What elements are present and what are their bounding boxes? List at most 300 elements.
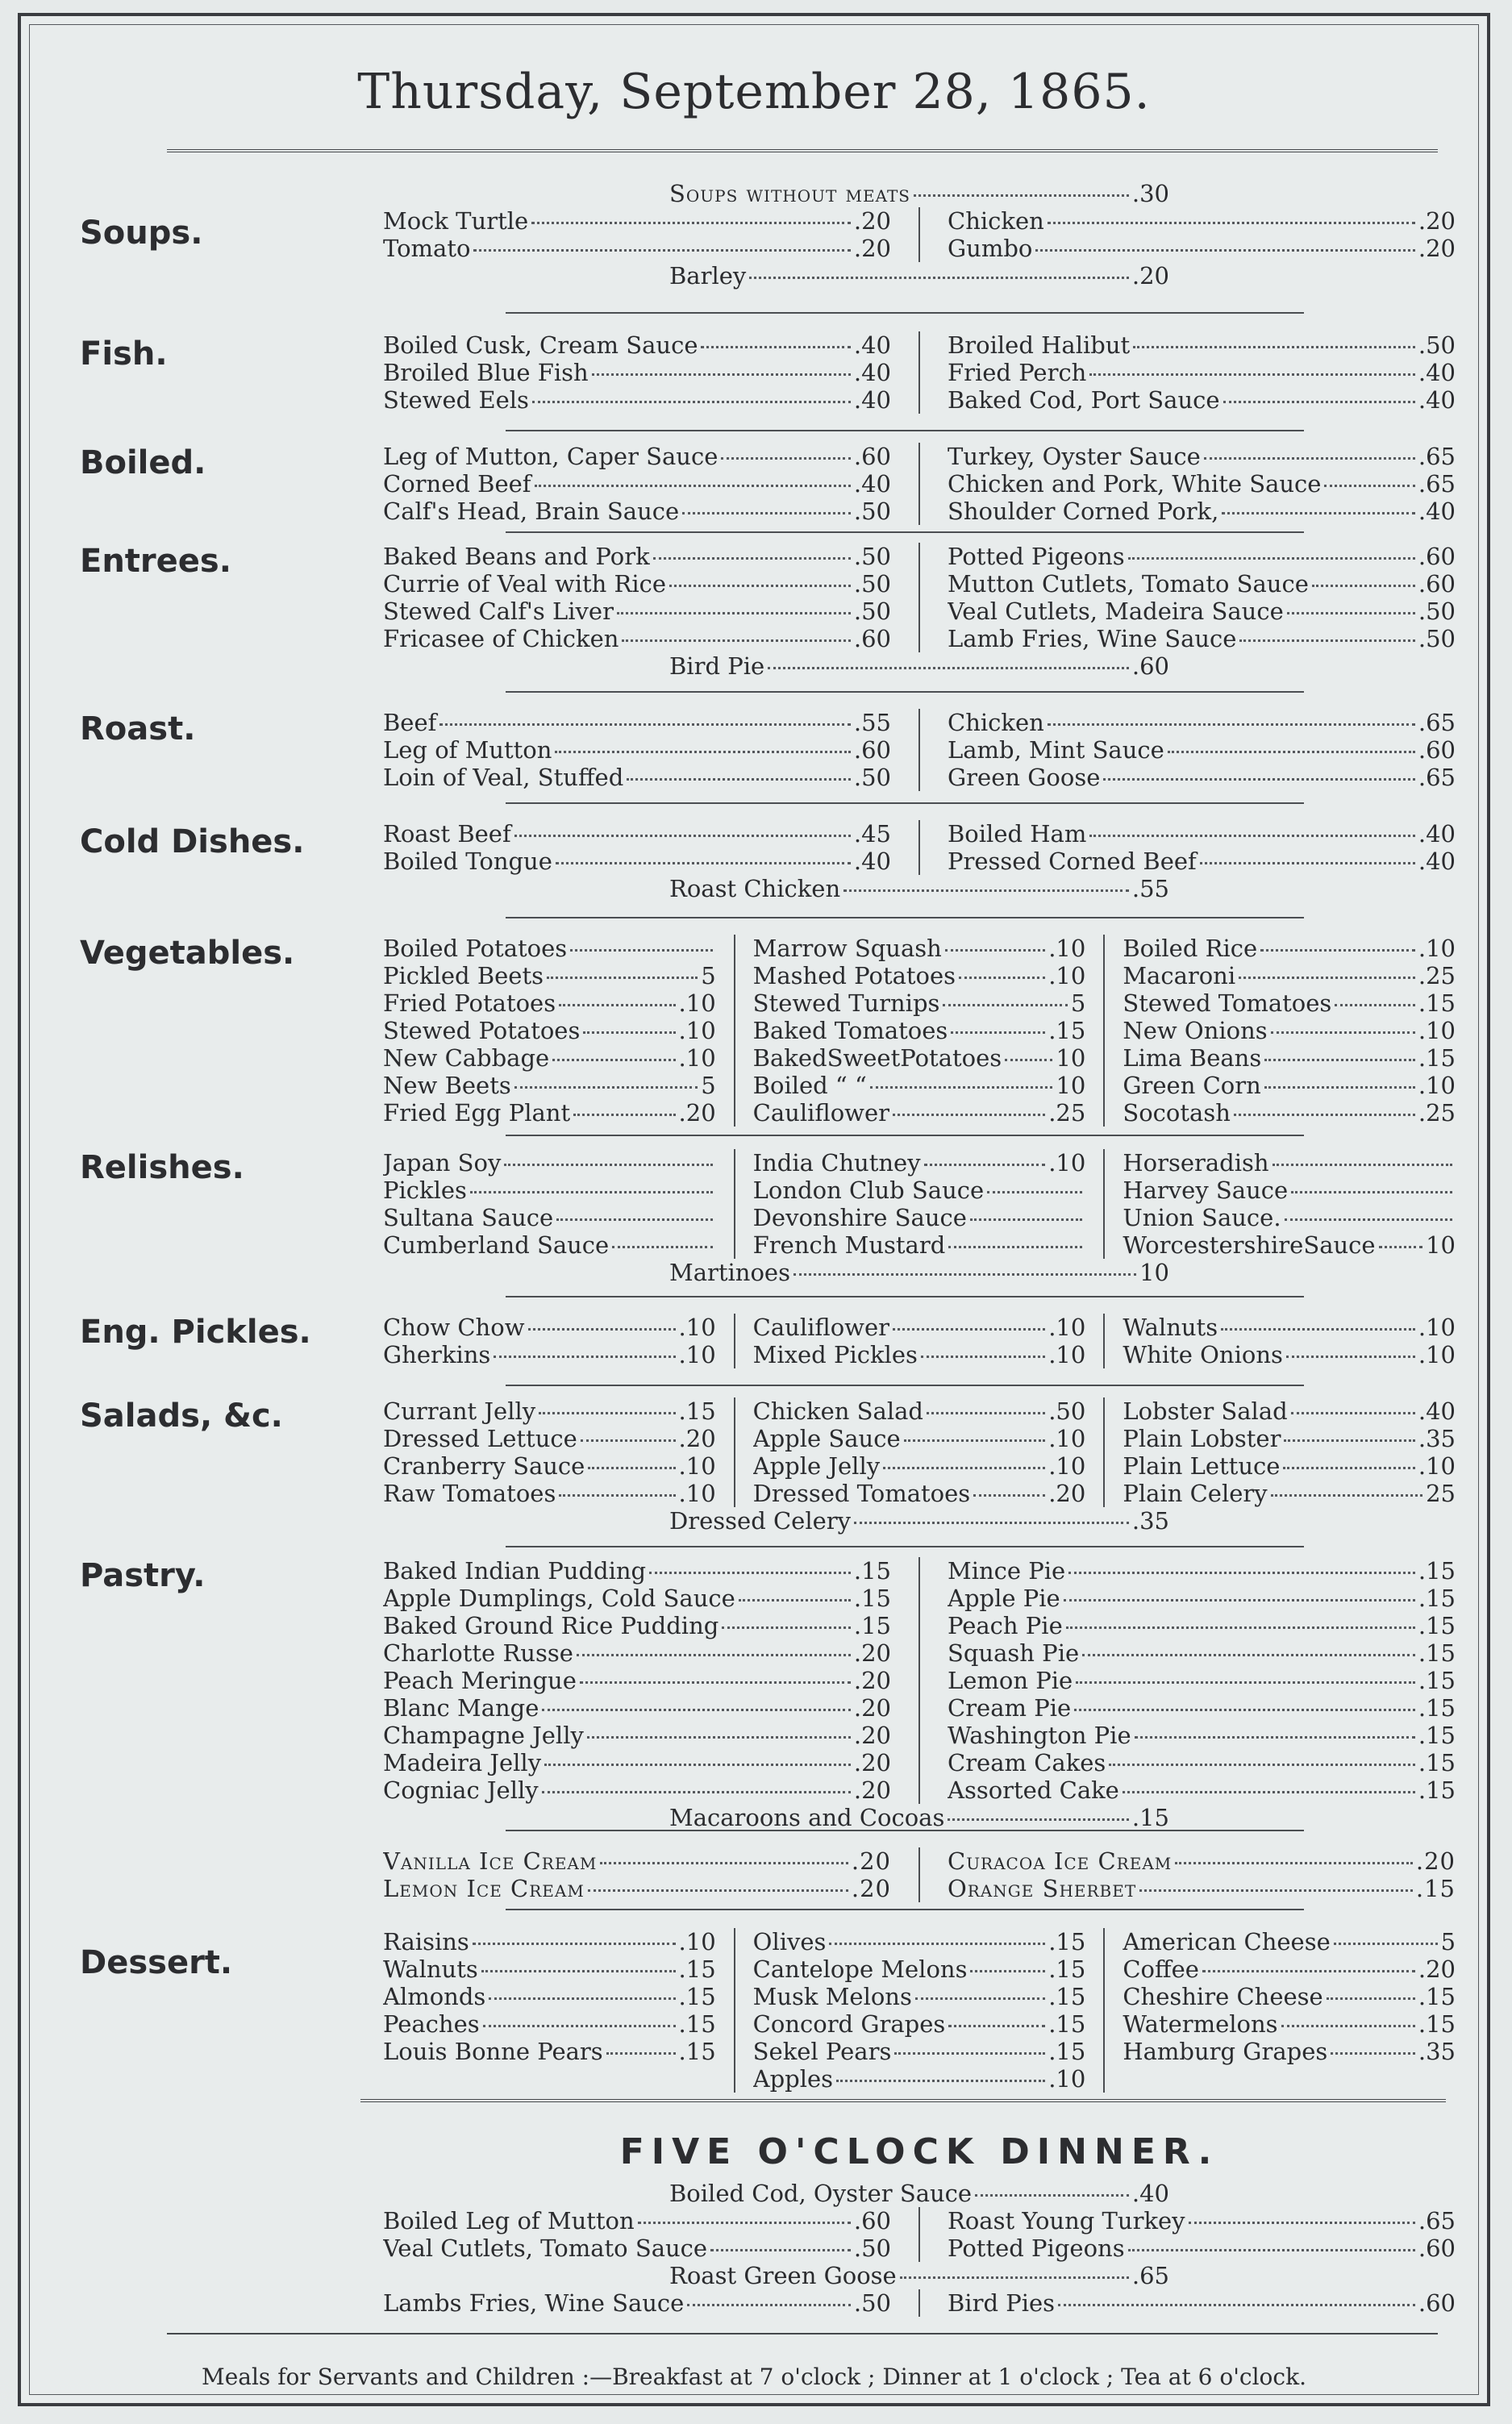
item-price: .65 [1418, 764, 1456, 791]
section-columns [383, 207, 1456, 262]
item-price: .40 [853, 386, 891, 414]
menu-item [753, 1044, 1086, 1072]
menu-item [383, 1749, 891, 1776]
dot-leader [653, 557, 851, 560]
dot-leader [1202, 1970, 1415, 1972]
item-name: Cumberland Sauce [383, 1231, 610, 1259]
menu-item [753, 1955, 1086, 1983]
dot-leader [1291, 1191, 1452, 1193]
item-name: Raw Tomatoes [383, 1480, 556, 1507]
item-price: .60 [1418, 543, 1456, 570]
menu-item [383, 1480, 716, 1507]
dot-leader [1189, 2222, 1415, 2224]
item-price: .15 [1048, 2010, 1086, 2038]
dot-leader [552, 1059, 675, 1061]
item-name: Plain Lobster [1123, 1425, 1281, 1452]
item-price: .60 [853, 2207, 891, 2234]
menu-item [753, 1072, 1086, 1099]
dot-leader [975, 2194, 1129, 2197]
dot-leader [1271, 1494, 1422, 1497]
item-price: .10 [1048, 1341, 1086, 1368]
item-price: .60 [1418, 736, 1456, 764]
five-oclock-item-row [383, 2262, 1456, 2289]
five-oclock-columns [383, 2207, 1456, 2262]
dot-leader [514, 1086, 698, 1089]
menu-item [1123, 1204, 1456, 1231]
item-name: Cogniac Jelly [383, 1776, 539, 1804]
menu-column [1103, 935, 1456, 1127]
menu-item [1123, 1314, 1456, 1341]
item-price: .60 [1418, 570, 1456, 598]
item-name: Loin of Veal, Stuffed [383, 764, 624, 791]
section-columns [383, 935, 1456, 1127]
menu-column [1103, 1397, 1456, 1507]
dot-leader [959, 977, 1045, 979]
dot-leader [535, 485, 851, 487]
dot-leader [1200, 862, 1415, 864]
dot-leader [1076, 1681, 1415, 1684]
section-boiled [383, 443, 1456, 525]
item-name: Fried Perch [948, 359, 1087, 386]
item-price: .15 [1418, 1667, 1456, 1694]
item-name: Leg of Mutton, Caper Sauce [383, 443, 719, 470]
item-name: Boiled Potatoes [383, 935, 568, 962]
item-name: Veal Cutlets, Tomato Sauce [383, 2234, 708, 2262]
menu-column [734, 1314, 1104, 1368]
dot-leader [854, 1522, 1129, 1524]
menu-item [948, 848, 1456, 875]
menu-column [734, 1397, 1104, 1507]
menu-item [1123, 1341, 1456, 1368]
item-price: .20 [1418, 207, 1456, 235]
menu-item [753, 1983, 1086, 2010]
item-price: .10 [678, 1452, 716, 1480]
category-soups: Soups. [80, 214, 203, 252]
dot-leader [1272, 1164, 1452, 1166]
menu-item [1123, 2010, 1456, 2038]
item-name: Broiled Halibut [948, 331, 1131, 359]
item-name: Devonshire Sauce [752, 1204, 967, 1231]
dot-leader [539, 1412, 675, 1414]
dot-leader [1334, 1943, 1438, 1945]
menu-item [383, 1585, 891, 1612]
item-price: 25 [1426, 1480, 1456, 1507]
menu-item [383, 1177, 716, 1204]
menu-item [383, 2234, 891, 2262]
menu-item [753, 1149, 1086, 1177]
category-relishes: Relishes. [80, 1149, 244, 1186]
dot-leader [722, 1626, 851, 1629]
section-divider [506, 1830, 1304, 1831]
menu-column [383, 543, 918, 652]
item-name: Apple Dumplings, Cold Sauce [383, 1585, 735, 1612]
dot-leader [1331, 2052, 1415, 2055]
menu-item [383, 820, 891, 848]
section-columns [383, 443, 1456, 525]
dot-leader [1379, 1246, 1423, 1248]
item-name: Boiled “ “ [752, 1072, 867, 1099]
section-dessert [383, 1928, 1456, 2093]
item-name: Bird Pie [669, 652, 765, 680]
dot-leader [1168, 751, 1415, 753]
section-bottom-item [669, 1507, 1169, 1535]
item-name: Plain Lettuce [1123, 1452, 1281, 1480]
dot-leader [1175, 1862, 1413, 1864]
menu-item [383, 1639, 891, 1667]
menu-item [948, 570, 1456, 598]
item-price: .20 [851, 1847, 891, 1875]
section-divider [506, 1296, 1304, 1297]
item-name: Broiled Blue Fish [383, 359, 589, 386]
menu-item [383, 736, 891, 764]
item-price: .40 [1418, 820, 1456, 848]
category-vegetables: Vegetables. [80, 935, 295, 972]
item-price: .15 [1418, 2010, 1456, 2038]
menu-item [1123, 1928, 1456, 1955]
item-price: .15 [1415, 1875, 1456, 1902]
menu-column [734, 1149, 1104, 1259]
item-price: .50 [853, 543, 891, 570]
menu-item [753, 2038, 1086, 2065]
item-price: .15 [1418, 1557, 1456, 1585]
dot-leader [927, 1412, 1045, 1414]
item-name: Lobster Salad [1123, 1397, 1288, 1425]
menu-item [383, 2038, 716, 2065]
category-pastry: Pastry. [80, 1557, 206, 1594]
menu-item [1123, 935, 1456, 962]
dot-leader [1082, 1654, 1415, 1656]
dot-leader [1223, 401, 1415, 403]
dot-leader [556, 1218, 712, 1221]
dot-leader [669, 585, 851, 587]
dot-leader [494, 1356, 675, 1358]
item-price: .40 [1418, 359, 1456, 386]
item-name: Baked Ground Rice Pudding [383, 1612, 719, 1639]
menu-item [753, 962, 1086, 989]
item-name: Apple Jelly [752, 1452, 881, 1480]
item-name: Stewed Tomatoes [1123, 989, 1332, 1017]
item-name: Cranberry Sauce [383, 1452, 585, 1480]
category-salads: Salads, &c. [80, 1397, 283, 1435]
item-price: .10 [1418, 1017, 1456, 1044]
item-price: .50 [853, 2234, 891, 2262]
item-price: .25 [1418, 962, 1456, 989]
dot-leader [1281, 2025, 1415, 2027]
item-price: .50 [853, 764, 891, 791]
dot-leader [1048, 723, 1415, 726]
item-name: Baked Tomatoes [752, 1017, 948, 1044]
item-price: .65 [1418, 709, 1456, 736]
item-price: .20 [1131, 262, 1169, 289]
dot-leader [577, 1654, 851, 1656]
menu-item [383, 935, 716, 962]
item-name: Roast Beef [383, 820, 511, 848]
dot-leader [682, 512, 851, 514]
item-price: .15 [1418, 1639, 1456, 1667]
item-name: Leg of Mutton [383, 736, 552, 764]
item-name: American Cheese [1123, 1928, 1331, 1955]
menu-item [753, 1341, 1086, 1368]
section-divider [506, 1909, 1304, 1910]
dot-leader [894, 2052, 1045, 2055]
item-price: .50 [1418, 331, 1456, 359]
item-name: Boiled Leg of Mutton [383, 2207, 635, 2234]
menu-item [948, 1847, 1456, 1875]
dot-leader [1128, 557, 1415, 560]
menu-item [383, 498, 891, 525]
item-price: .20 [1418, 235, 1456, 262]
menu-item [383, 1425, 716, 1452]
menu-item [383, 1694, 891, 1722]
item-name: Mixed Pickles [752, 1341, 918, 1368]
menu-item [948, 207, 1456, 235]
dot-leader [1283, 1467, 1414, 1469]
menu-item [948, 1639, 1456, 1667]
menu-column [383, 1928, 734, 2093]
item-name: Plain Celery [1123, 1480, 1268, 1507]
item-name: Macaroons and Cocoas [669, 1804, 945, 1831]
item-name: Pickles [383, 1177, 467, 1204]
item-price: .20 [853, 1694, 891, 1722]
dot-leader [1089, 835, 1415, 837]
dot-leader [544, 1764, 851, 1766]
dot-leader [622, 639, 850, 642]
item-price: .15 [1418, 1983, 1456, 2010]
item-price: .40 [1418, 1397, 1456, 1425]
item-price: .10 [1048, 1314, 1086, 1341]
item-name: Shoulder Corned Pork, [948, 498, 1219, 525]
item-name: Cauliflower [752, 1314, 890, 1341]
menu-item [948, 709, 1456, 736]
dot-leader [580, 1681, 851, 1684]
menu-item [1123, 989, 1456, 1017]
dot-leader [542, 1709, 850, 1711]
dot-leader [1239, 639, 1414, 642]
dot-leader [1234, 1114, 1415, 1116]
item-price: .10 [678, 1341, 716, 1368]
dot-leader [1133, 346, 1415, 348]
section-relishes [383, 1149, 1456, 1286]
section-columns [383, 1314, 1456, 1368]
menu-item [948, 543, 1456, 570]
dot-leader [1286, 1356, 1415, 1358]
menu-item [383, 1928, 716, 1955]
item-price: .10 [1418, 1341, 1456, 1368]
dot-leader [1264, 1086, 1415, 1089]
menu-item [948, 1694, 1456, 1722]
item-name: Turkey, Oyster Sauce [948, 443, 1201, 470]
dot-leader [721, 457, 850, 460]
item-name: Lemon Pie [948, 1667, 1073, 1694]
section-divider [506, 802, 1304, 804]
item-name: Blanc Mange [383, 1694, 539, 1722]
five-oclock-item-row [383, 2180, 1456, 2207]
section-columns [383, 543, 1456, 652]
item-price: .60 [1418, 2289, 1456, 2317]
item-name: Veal Cutlets, Madeira Sauce [948, 598, 1284, 625]
dot-leader [528, 1328, 676, 1331]
dot-leader [481, 1970, 676, 1972]
item-price: .65 [1418, 2207, 1456, 2234]
section-pastry [383, 1557, 1456, 1831]
item-price: .60 [1131, 652, 1169, 680]
dot-leader [504, 1164, 712, 1166]
dot-leader [1335, 1004, 1415, 1006]
menu-column [383, 820, 918, 875]
dot-leader [1285, 1218, 1452, 1221]
menu-item [1123, 1955, 1456, 1983]
menu-item [753, 989, 1086, 1017]
item-price: .10 [1418, 1452, 1456, 1480]
menu-item [1123, 1231, 1456, 1259]
menu-item [383, 1667, 891, 1694]
item-price: .20 [853, 1776, 891, 1804]
item-price: .15 [678, 1397, 716, 1425]
section-fish [383, 331, 1456, 414]
section-bottom-item-row [383, 262, 1456, 289]
item-name: Hamburg Grapes [1123, 2038, 1328, 2065]
item-price: .20 [1415, 1847, 1456, 1875]
item-price: .60 [853, 625, 891, 652]
dot-leader [687, 2304, 851, 2306]
item-name: Sekel Pears [752, 2038, 892, 2065]
item-price: .10 [1048, 1425, 1086, 1452]
item-name: Pressed Corned Beef [948, 848, 1197, 875]
item-name: Martinoes [669, 1259, 790, 1286]
menu-item [383, 1557, 891, 1585]
item-name: Tomato [383, 235, 471, 262]
item-price: .15 [1048, 1017, 1086, 1044]
menu-item [948, 331, 1456, 359]
menu-inner-border [29, 24, 1479, 2395]
item-price: .65 [1131, 2262, 1169, 2289]
item-price: .50 [1418, 598, 1456, 625]
item-price: .15 [1418, 1044, 1456, 1072]
item-price: .10 [678, 1314, 716, 1341]
item-name: Boiled Rice [1123, 935, 1258, 962]
dot-leader [555, 751, 850, 753]
dot-leader [612, 1246, 712, 1248]
item-name: New Cabbage [383, 1044, 550, 1072]
item-name: Gherkins [383, 1341, 491, 1368]
menu-item [948, 1667, 1456, 1694]
item-name: Roast Green Goose [669, 2262, 897, 2289]
dot-leader [649, 1572, 851, 1574]
section-bottom-item-row [383, 652, 1456, 680]
item-name: French Mustard [752, 1231, 946, 1259]
item-name: Boiled Tongue [383, 848, 552, 875]
menu-column [918, 820, 1456, 875]
menu-column [383, 1149, 734, 1259]
item-name: Almonds [383, 1983, 486, 2010]
dot-leader [1074, 1709, 1415, 1711]
five-oclock-item [669, 2262, 1169, 2289]
menu-item [1123, 2038, 1456, 2065]
menu-item [383, 1044, 716, 1072]
dot-leader [1123, 1791, 1415, 1793]
menu-item [1123, 1177, 1456, 1204]
dot-leader [945, 949, 1045, 952]
item-price: .20 [851, 1875, 891, 1902]
dot-leader [970, 1970, 1045, 1972]
item-price: .15 [1048, 2038, 1086, 2065]
menu-item [383, 1722, 891, 1749]
section-bottom-item [669, 1804, 1169, 1831]
menu-item [753, 1425, 1086, 1452]
menu-item [1123, 1480, 1456, 1507]
dot-leader [483, 2025, 676, 2027]
item-name: Lima Beans [1123, 1044, 1262, 1072]
menu-item [948, 625, 1456, 652]
item-price: .30 [1131, 180, 1169, 207]
dot-leader [710, 2249, 851, 2251]
menu-column [383, 709, 918, 791]
item-name: New Beets [383, 1072, 511, 1099]
item-name: Sultana Sauce [383, 1204, 554, 1231]
item-price: .40 [853, 359, 891, 386]
item-name: Soups without meats [669, 180, 911, 207]
five-oclock-heading: FIVE O'CLOCK DINNER. [619, 2131, 1219, 2172]
item-price: .60 [853, 443, 891, 470]
item-name: Roast Chicken [669, 875, 841, 902]
dot-leader [1068, 1572, 1415, 1574]
item-name: Stewed Calf's Liver [383, 598, 614, 625]
dot-leader [793, 1273, 1136, 1276]
item-name: London Club Sauce [752, 1177, 985, 1204]
section-top-item [669, 180, 1169, 207]
item-price: 10 [1056, 1072, 1086, 1099]
five-oclock-item [669, 2180, 1169, 2207]
item-name: Stewed Eels [383, 386, 529, 414]
five-oclock-columns [383, 2289, 1456, 2317]
section-bottom-item-row [383, 875, 1456, 902]
dot-leader [587, 1736, 851, 1739]
dot-leader [893, 1328, 1045, 1331]
item-name: Coffee [1123, 1955, 1199, 1983]
item-price: .10 [1048, 1452, 1086, 1480]
item-name: Socotash [1123, 1099, 1231, 1127]
servants-meals-note: Meals for Servants and Children :—Breakfast at 7 o'clock ; Dinner at 1 o'clock ; Tea at 6 o'clock. [202, 2364, 1306, 2390]
item-name: Union Sauce. [1123, 1204, 1281, 1231]
section-bottom-item-row [383, 1804, 1456, 1831]
item-name: Cream Pie [948, 1694, 1072, 1722]
menu-item [383, 764, 891, 791]
menu-column [918, 2207, 1456, 2262]
menu-item [948, 235, 1456, 262]
category-entrees: Entrees. [80, 543, 231, 580]
item-price: .35 [1418, 2038, 1456, 2065]
item-price: .10 [678, 1480, 716, 1507]
item-price: 5 [701, 962, 716, 989]
dot-leader [943, 1004, 1067, 1006]
item-price: .10 [678, 989, 716, 1017]
section-columns [383, 709, 1456, 791]
menu-item [383, 207, 891, 235]
item-price: .20 [853, 1667, 891, 1694]
item-price: .55 [853, 709, 891, 736]
item-name: Chow Chow [383, 1314, 525, 1341]
menu-item [383, 1314, 716, 1341]
menu-item [1123, 1397, 1456, 1425]
title-rule [167, 149, 1438, 152]
item-name: Green Goose [948, 764, 1101, 791]
menu-item [1123, 1017, 1456, 1044]
item-price: .10 [678, 1928, 716, 1955]
dot-leader [1064, 1599, 1415, 1601]
item-price: .40 [853, 331, 891, 359]
item-name: Stewed Turnips [752, 989, 940, 1017]
menu-column [383, 1847, 918, 1902]
